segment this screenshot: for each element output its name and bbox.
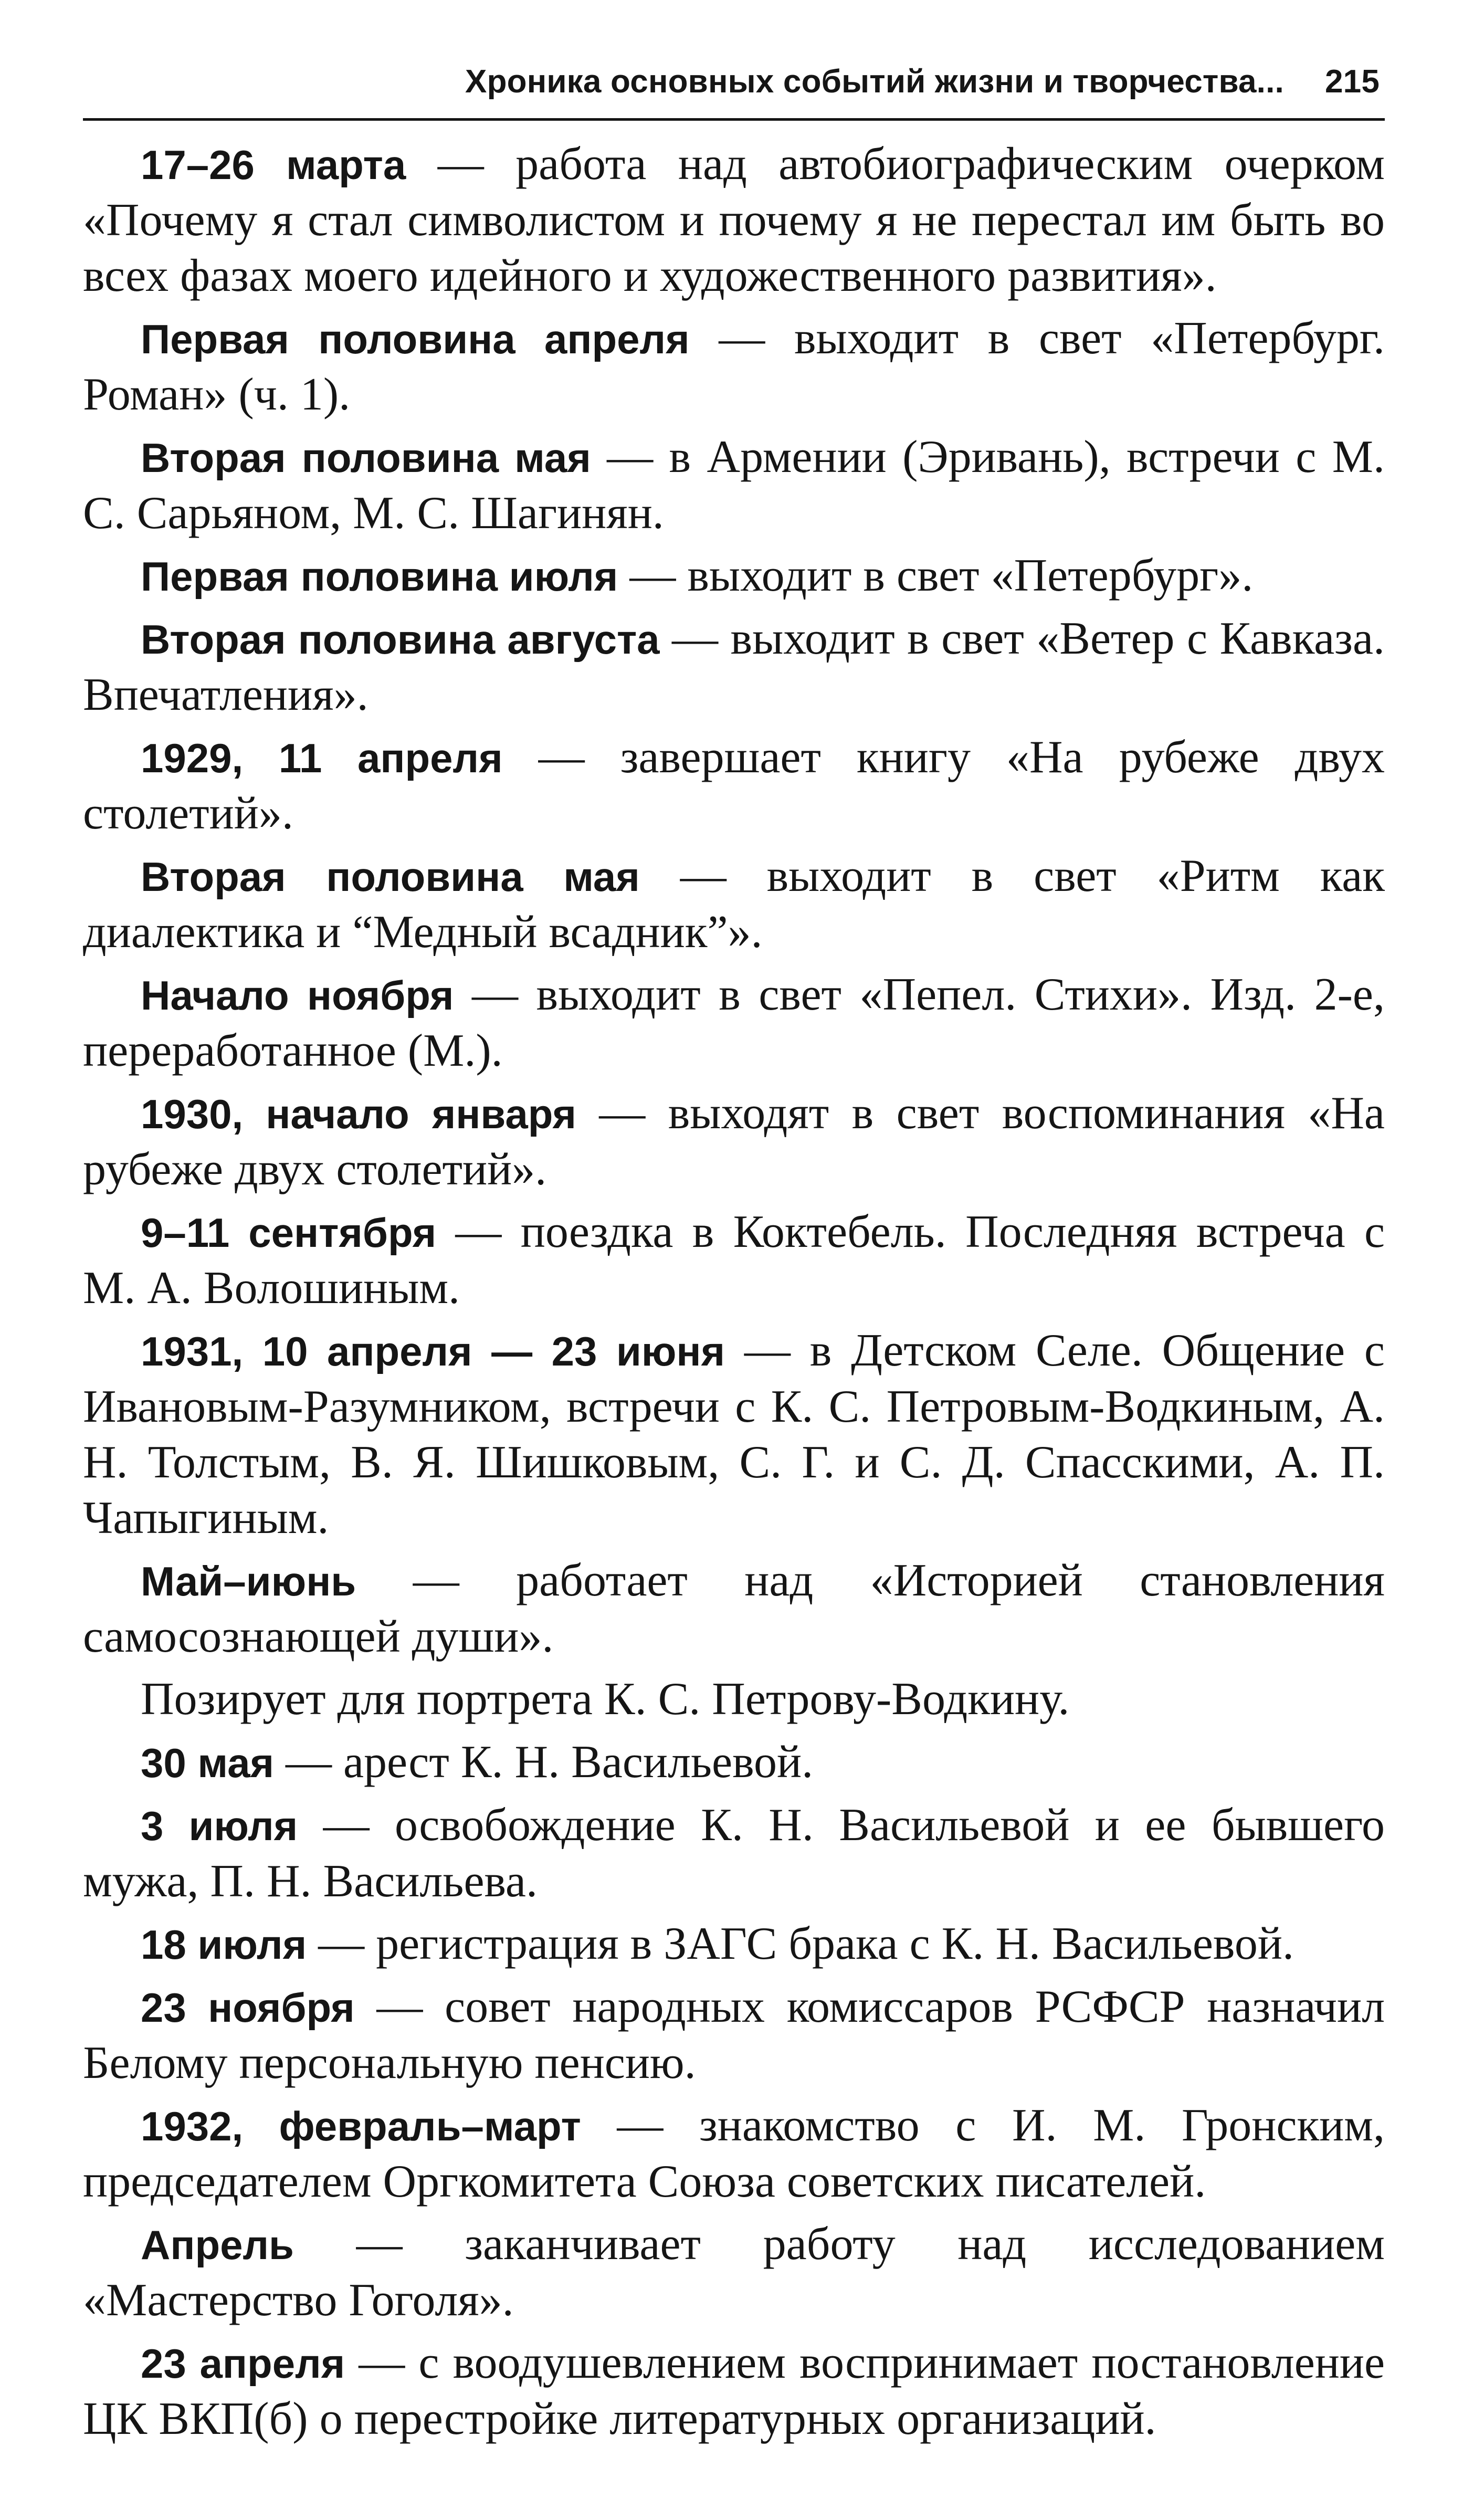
chronicle-entry bbox=[83, 2335, 1385, 2447]
entry-date: Апрель bbox=[141, 2222, 294, 2268]
entry-text: Позирует для портрета К. С. Петрову-Водкину. bbox=[141, 1674, 1070, 1725]
entry-date: Вторая половина августа bbox=[141, 616, 660, 663]
entry-date: Начало ноября bbox=[141, 972, 454, 1018]
entry-text: — арест К. Н. Васильевой. bbox=[274, 1737, 814, 1788]
chronicle-entry bbox=[83, 1735, 1385, 1791]
entry-text: — в Детском Селе. Общение с Ивановым-Разумником, встречи с К. С. Петровым-Водкиным, А. Н. Толстым, В. Я. Шишковым, С. Г. и С. Д. Спасскими, А. П. Чапыгиным. bbox=[83, 1325, 1385, 1544]
entry-date: 1932, февраль–март bbox=[141, 2103, 581, 2149]
entry-text: — освобождение К. Н. Васильевой и ее бывшего мужа, П. Н. Васильева. bbox=[83, 1800, 1385, 1907]
chronicle-entry bbox=[83, 429, 1385, 541]
chronicle-entry bbox=[83, 1916, 1385, 1972]
chronicle-entry bbox=[83, 311, 1385, 423]
chronicle-entry bbox=[83, 136, 1385, 304]
chronicle-entry bbox=[83, 1553, 1385, 1665]
entry-date: 3 июля bbox=[141, 1803, 298, 1849]
running-header-title: Хроника основных событий жизни и творчества... bbox=[465, 64, 1284, 100]
entry-text: — выходят в свет воспоминания «На рубеже двух столетий». bbox=[83, 1088, 1385, 1195]
entry-text: — знакомство с И. М. Гронским, председателем Оргкомитета Союза советских писателей. bbox=[83, 2100, 1385, 2207]
chronicle-entry bbox=[83, 2217, 1385, 2328]
chronicle-entry bbox=[83, 1323, 1385, 1546]
entry-text: — выходит в свет «Ритм как диалектика и “Медный всадник”». bbox=[83, 850, 1385, 958]
chronicle-entry bbox=[83, 1979, 1385, 2091]
entry-date: Вторая половина мая bbox=[141, 435, 591, 481]
entry-date: 17–26 марта bbox=[141, 142, 406, 188]
entry-date: 1929, 11 апреля bbox=[141, 735, 503, 781]
chronicle-entry bbox=[83, 1798, 1385, 1909]
chronicle-entry bbox=[83, 848, 1385, 960]
page-number: 215 bbox=[1324, 64, 1380, 100]
chronicle-entry bbox=[83, 611, 1385, 723]
entry-text: — завершает книгу «На рубеже двух столетий». bbox=[83, 732, 1385, 839]
entry-text: — выходит в свет «Ветер с Кавказа. Впечатления». bbox=[83, 613, 1385, 720]
entry-date: 23 ноября bbox=[141, 1984, 355, 2031]
entry-date: 1930, начало января bbox=[141, 1091, 576, 1137]
entry-text: — выходит в свет «Петербург». bbox=[618, 550, 1254, 601]
entry-text: — выходит в свет «Пепел. Стихи». Изд. 2-е, переработанное (М.). bbox=[83, 969, 1385, 1076]
entry-text: — регистрация в ЗАГС брака с К. Н. Васильевой. bbox=[307, 1918, 1294, 1969]
entry-date: Первая половина апреля bbox=[141, 316, 690, 362]
chronicle-entry bbox=[83, 1086, 1385, 1198]
chronicle-entry bbox=[83, 1204, 1385, 1316]
entry-text: — поездка в Коктебель. Последняя встреча с М. А. Волошиным. bbox=[83, 1206, 1385, 1314]
chronicle-entry bbox=[83, 967, 1385, 1079]
running-header bbox=[83, 63, 1385, 121]
entry-text: — выходит в свет «Петербург. Роман» (ч. 1). bbox=[83, 313, 1385, 420]
chronicle-entry bbox=[83, 730, 1385, 842]
entry-date: 9–11 сентября bbox=[141, 1210, 437, 1256]
entry-date: 23 апреля bbox=[141, 2340, 345, 2387]
entry-text: — работает над «Историей становления самосознающей души». bbox=[83, 1555, 1385, 1662]
entry-date: Вторая половина мая bbox=[141, 854, 640, 900]
entry-date: Первая половина июля bbox=[141, 553, 618, 600]
chronicle-entry bbox=[83, 548, 1385, 604]
chronicle-entries bbox=[83, 136, 1385, 2447]
entry-text: — в Армении (Эривань), встречи с М. С. Сарьяном, М. С. Шагинян. bbox=[83, 432, 1385, 539]
chronicle-entry bbox=[83, 2098, 1385, 2210]
entry-date: Май–июнь bbox=[141, 1558, 356, 1604]
entry-text: — с воодушевлением воспринимает постановление ЦК ВКП(б) о перестройке литературных организаций. bbox=[83, 2337, 1385, 2444]
book-page bbox=[83, 63, 1385, 2454]
entry-text: — заканчивает работу над исследованием «Мастерство Гоголя». bbox=[83, 2219, 1385, 2326]
entry-text: — совет народных комиссаров РСФСР назначил Белому персональную пенсию. bbox=[83, 1981, 1385, 2088]
entry-date: 1931, 10 апреля — 23 июня bbox=[141, 1328, 725, 1374]
chronicle-entry bbox=[83, 1672, 1385, 1728]
entry-date: 30 мая bbox=[141, 1740, 274, 1786]
entry-date: 18 июля bbox=[141, 1922, 307, 1968]
entry-text: — работа над автобиографическим очерком «Почему я стал символистом и почему я не перестал им быть во всех фазах моего идейного и художественного развития». bbox=[83, 139, 1385, 301]
